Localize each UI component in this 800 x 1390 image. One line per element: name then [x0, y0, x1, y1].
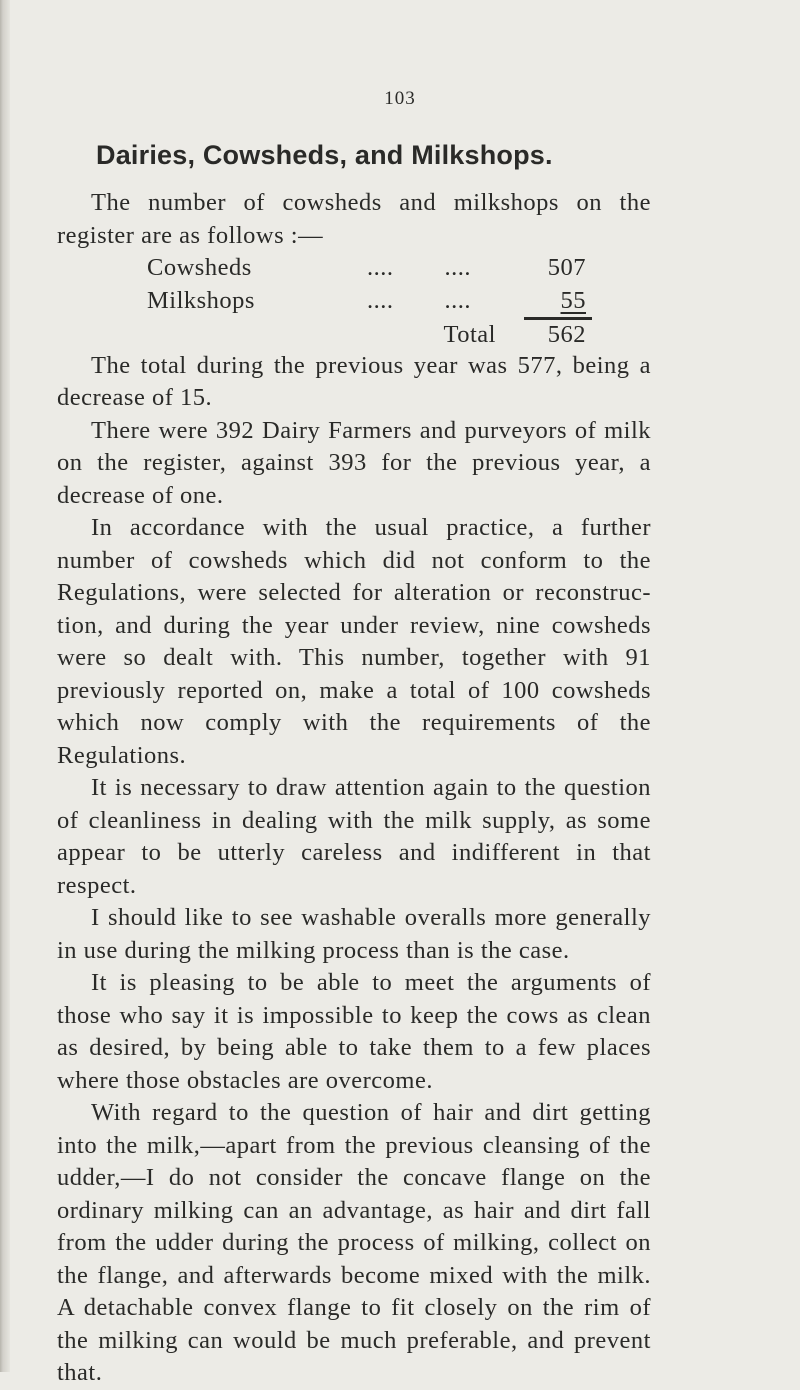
- paragraph: It is necessary to draw attention again to the question of cleanliness in dealing with the milk supply, as some appear to be utterly careless and indifferent in that respect.: [57, 774, 651, 899]
- paragraph: In accordance with the usual practice, a further number of cowsheds which did not conform to the Regulations, were selected for alteration or reconstruc-tion, and during the year under review, nine cowsheds were so dealt with. This number, together with 91 previously reported on, make a total of 100 cowsheds which now comply with the requirements of the Regulations.: [57, 514, 651, 769]
- paragraph: There were 392 Dairy Farmers and purveyors of milk on the register, against 393 for the previous year, a decrease of one.: [57, 416, 651, 509]
- table-total-row: [147, 317, 592, 350]
- table-row: [147, 285, 592, 318]
- total-value: 562: [524, 317, 592, 346]
- leader-dots: .... ....: [367, 286, 471, 314]
- table-row: [147, 252, 592, 285]
- row-label: Cowsheds: [147, 254, 252, 281]
- section-heading: Dairies, Cowsheds, and Milkshops.: [96, 140, 553, 170]
- intro-paragraph: The number of cowsheds and milkshops on the register are as follows :—: [57, 189, 651, 249]
- row-value: 55: [560, 286, 586, 314]
- paragraph: The total during the previous year was 577, being a decrease of 15.: [57, 351, 651, 411]
- row-value: 507: [547, 254, 586, 281]
- total-label: Total: [443, 321, 496, 348]
- row-label: Milkshops: [147, 286, 255, 314]
- page-binding-edge: [0, 0, 10, 1372]
- body-text: [57, 187, 651, 1390]
- paragraph: With regard to the question of hair and dirt getting into the milk,—apart from the previous cleansing of the udder,—I do not consider the concave flange on the ordinary milking can an advantage, as hair and dirt fall from the udder during the process of milking, collect on the flange, and afterwards become mixed with the milk. A detachable convex flange to fit closely on the rim of the milking can would be much preferable, and prevent that.: [57, 1099, 651, 1386]
- paragraph: I should like to see washable overalls more generally in use during the milking process than is the case.: [57, 904, 651, 964]
- paragraph: It is pleasing to be able to meet the arguments of those who say it is impossible to keep the cows as clean as desired, by being able to take them to a few places where those obstacles are overcome.: [57, 969, 651, 1094]
- leader-dots: .... ....: [367, 254, 471, 281]
- page-number: 103: [384, 88, 416, 109]
- register-table: [147, 252, 592, 350]
